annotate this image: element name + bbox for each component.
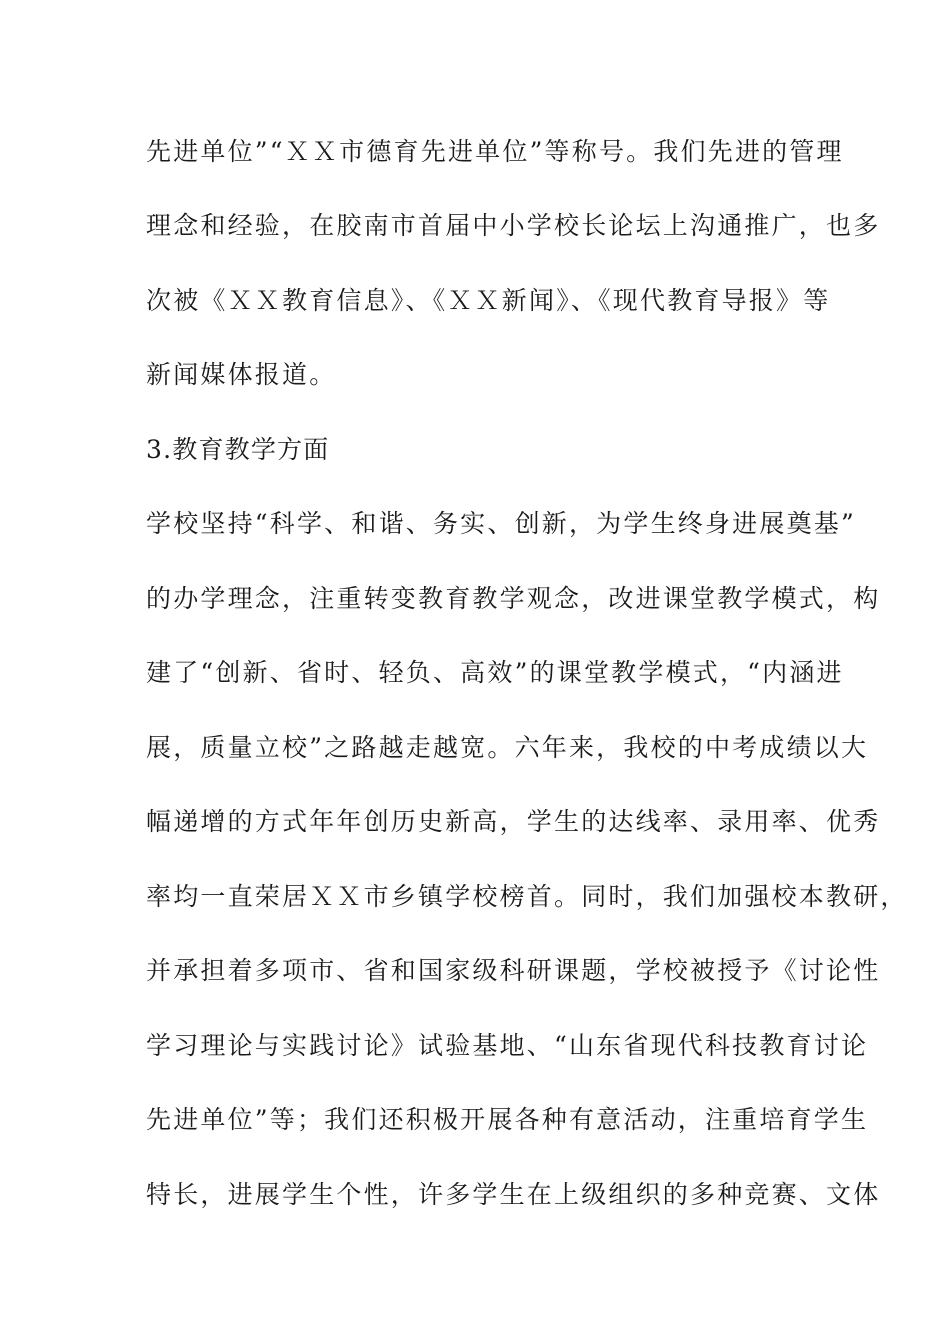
text-line: 先进单位”等；我们还积极开展各种有意活动，注重培育学生 [146, 1105, 869, 1134]
text-line: 新闻媒体报道。 [146, 360, 337, 389]
text-line: 的办学理念，注重转变教育教学观念，改进课堂教学模式，构 [146, 584, 881, 613]
text-line: 先进单位”“ＸＸ市德育先进单位”等称号。我们先进的管理 [146, 137, 844, 166]
section-heading: 3.教育教学方面 [146, 435, 330, 464]
text-line: 并承担着多项市、省和国家级科研课题，学校被授予《讨论性 [146, 956, 881, 985]
text-line: 特长，进展学生个性，许多学生在上级组织的多种竞赛、文体 [146, 1180, 881, 1209]
text-line: 幅递增的方式年年创历史新高，学生的达线率、录用率、优秀 [146, 807, 881, 836]
text-line: 理念和经验，在胶南市首届中小学校长论坛上沟通推广，也多 [146, 211, 881, 240]
text-line: 学校坚持“科学、和谐、务实、创新，为学生终身进展奠基” [146, 509, 856, 538]
text-line: 率均一直荣居ＸＸ市乡镇学校榜首。同时，我们加强校本教研， [146, 882, 908, 911]
text-line: 次被《ＸＸ教育信息》、《ＸＸ新闻》、《现代教育导报》等 [146, 286, 831, 315]
text-line: 学习理论与实践讨论》试验基地、“山东省现代科技教育讨论 [146, 1031, 869, 1060]
text-line: 建了“创新、省时、轻负、高效”的课堂教学模式，“内涵进 [146, 658, 844, 687]
text-line: 展，质量立校”之路越走越宽。六年来，我校的中考成绩以大 [146, 733, 869, 762]
